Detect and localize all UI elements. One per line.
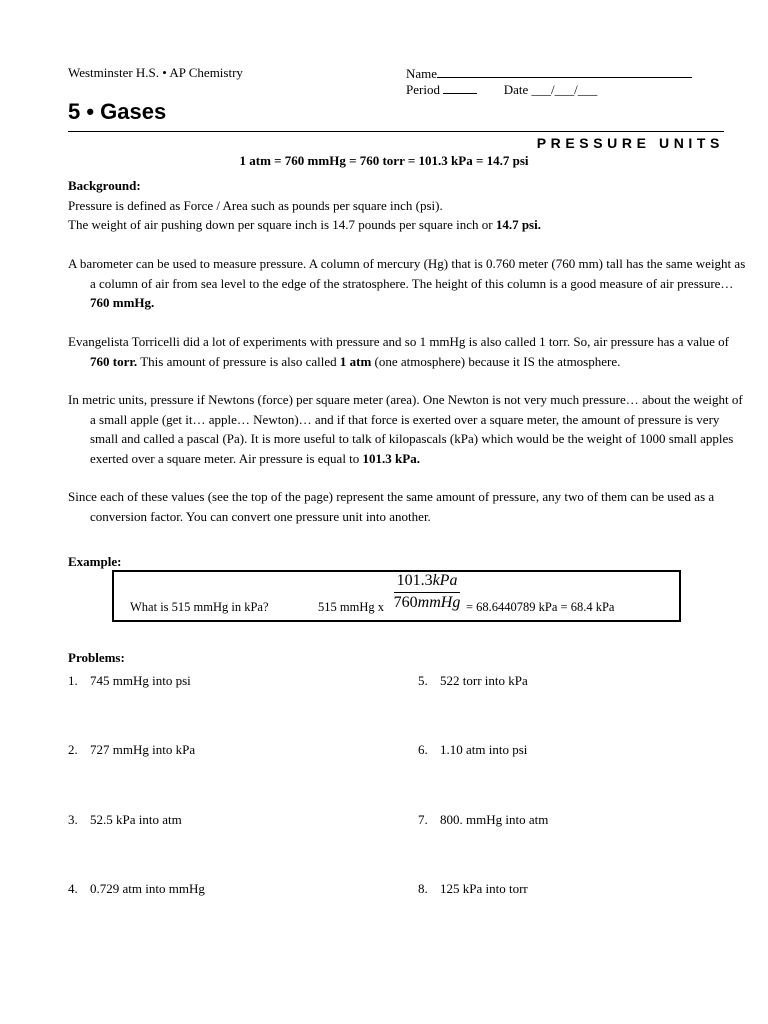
title-divider: [68, 131, 724, 132]
problem-item: 4. 0.729 atm into mmHg: [68, 881, 205, 896]
conversion-paragraph: Since each of these values (see the top of the page) represent the same amount of pressure, any two of them can be used as a conversion factor. You can convert one pressure unit into another.: [68, 489, 715, 524]
metric-paragraph: In metric units, pressure if Newtons (force) per square meter (area). One Newton is not very much pressure… about the weight of a small apple (get it… apple… Newton)… and if that force is exerted over a square meter, the amount of pressure is very small and called a pascal (Pa). It is more useful to talk of kilopascals (kPa) which would be the weight of 1000 small apples exerted over a square meter. Air pressure is equal to 101.3 kPa.: [68, 392, 743, 466]
background-line-1: Pressure is defined as Force / Area such as pounds per square inch (psi).: [68, 197, 443, 213]
period-blank-line: [443, 81, 477, 94]
conversion-fraction: [392, 570, 462, 615]
name-label: Name: [406, 66, 438, 81]
problem-item: 1. 745 mmHg into psi: [68, 673, 191, 688]
example-answer: = 68.6440789 kPa = 68.4 kPa: [466, 600, 615, 614]
period-date-field: [406, 81, 597, 98]
background-line-2: The weight of air pushing down per square inch is 14.7 pounds per square inch or 14.7 psi.: [68, 217, 541, 232]
fraction-numerator: 101.3kPa: [396, 572, 458, 589]
name-blank-line: [437, 65, 692, 78]
name-field: [406, 65, 692, 82]
unit-equivalence: 1 atm = 760 mmHg = 760 torr = 101.3 kPa = 14.7 psi: [239, 153, 529, 168]
problem-item: 3. 52.5 kPa into atm: [68, 812, 182, 827]
school-course-header: Westminster H.S. • AP Chemistry: [68, 65, 243, 80]
barometer-paragraph: A barometer can be used to measure pressure. A column of mercury (Hg) that is 0.760 meter (760 mm) tall has the same weight as a column of air from sea level to the edge of the stratosphere. The height of this column is a good measure of air pressure… 760 mmHg.: [68, 256, 746, 310]
problem-item: 8. 125 kPa into torr: [418, 881, 528, 896]
problem-item: 2. 727 mmHg into kPa: [68, 742, 196, 757]
fraction-denominator: 760mmHg: [393, 594, 461, 611]
background-heading: Background:: [68, 178, 141, 193]
problem-item: 7. 800. mmHg into atm: [418, 812, 549, 827]
problems-heading: Problems:: [68, 650, 125, 665]
example-heading: Example:: [68, 554, 122, 569]
background-section: [68, 176, 724, 235]
torricelli-paragraph: Evangelista Torricelli did a lot of experiments with pressure and so 1 mmHg is also called 1 torr. So, air pressure has a value of 760 torr. This amount of pressure is also called 1 atm (one atmosphere) because it IS the atmosphere.: [68, 334, 729, 369]
date-label: Date: [503, 82, 529, 97]
problem-item: 5. 522 torr into kPa: [418, 673, 528, 688]
period-label: Period: [406, 82, 440, 97]
page-title: 5 • Gases: [68, 99, 167, 124]
example-question: What is 515 mmHg in kPa?: [130, 600, 269, 614]
example-given: 515 mmHg x: [318, 600, 384, 614]
problem-item: 6. 1.10 atm into psi: [418, 742, 528, 757]
date-blank: ___/___/___: [531, 82, 598, 97]
section-title: PRESSURE UNITS: [536, 135, 724, 151]
